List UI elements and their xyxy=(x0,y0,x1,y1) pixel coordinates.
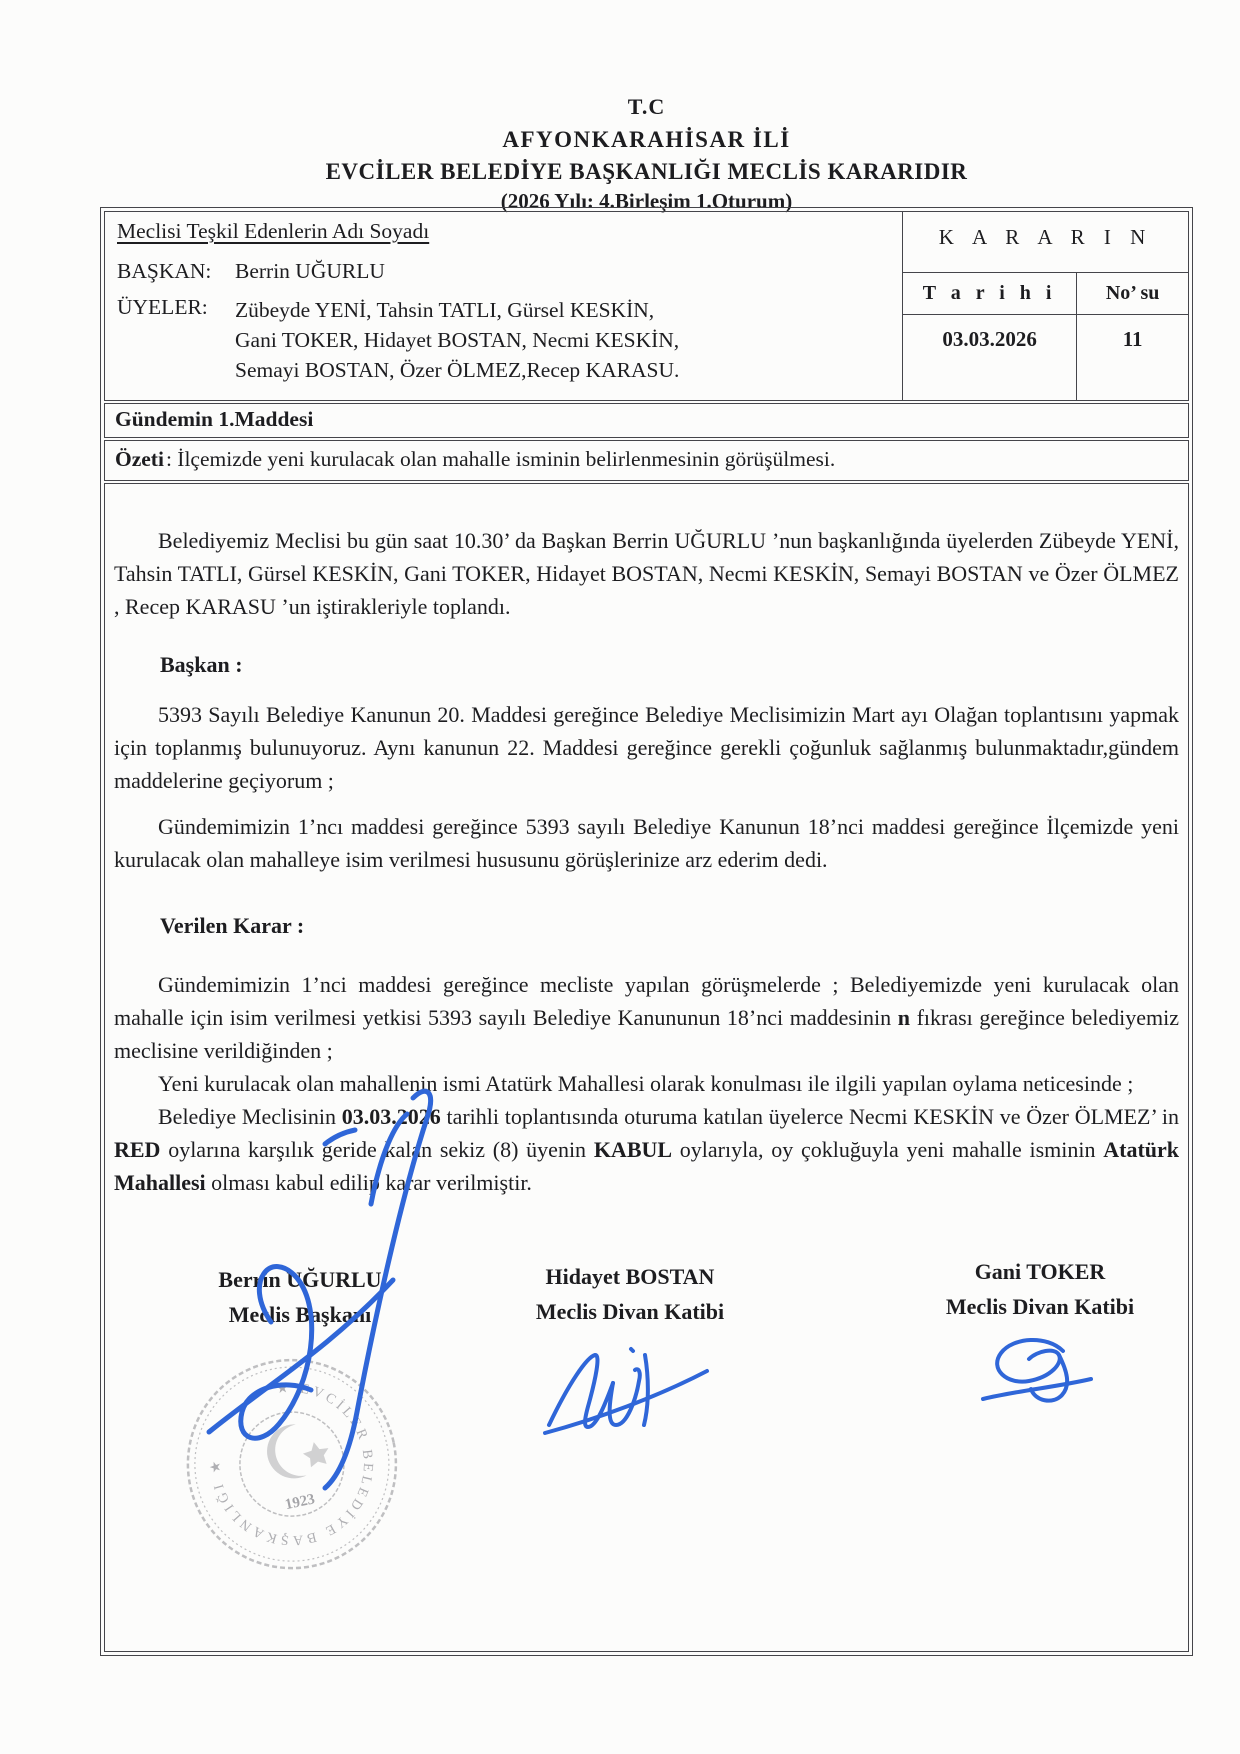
decision-meta-cell xyxy=(903,212,1188,400)
decision-body xyxy=(104,483,1189,1652)
signer-name: Gani TOKER xyxy=(974,1259,1106,1284)
members-line: Zübeyde YENİ, Tahsin TATLI, Gürsel KESKİN, xyxy=(235,298,655,322)
chairman-speech-heading: Başkan : xyxy=(160,652,243,677)
crescent-icon xyxy=(262,1423,307,1483)
header-tc: T.C xyxy=(627,94,666,119)
stamp-ring-text: ★ EVCİLER BELEDİYE BAŞKANLIĞI ★ xyxy=(208,1380,376,1548)
members-cell xyxy=(105,212,903,400)
summary-row xyxy=(104,440,1189,481)
signer-title: Meclis Divan Katibi xyxy=(945,1294,1135,1319)
decision-paragraph-3: Belediye Meclisinin 03.03.2026 tarihli toplantısında oturuma katılan üyelerce Necmi KESKİN ve Özer ÖLMEZ’ in RED oylarına karşılık geride kalan sekiz (8) üyenin KABUL oylarıyla, oy çokluğuyla yeni mahalle isminin Atatürk Mahallesi olması kabul edilip karar verilmiştir. xyxy=(114,1104,1180,1195)
members-names xyxy=(235,295,679,385)
members-line: Gani TOKER, Hidayet BOSTAN, Necmi KESKİN, xyxy=(235,328,680,352)
stamp-year: 1923 xyxy=(283,1491,317,1514)
decision-heading: Verilen Karar : xyxy=(160,913,305,938)
signature-block-clerk-1 xyxy=(475,1259,785,1329)
signer-title: Meclis Başkanı xyxy=(228,1302,372,1327)
signature-clerk2-icon xyxy=(965,1329,1105,1409)
council-info-table xyxy=(104,211,1189,401)
members-label: ÜYELER: xyxy=(117,295,208,319)
signer-name: Hidayet BOSTAN xyxy=(545,1264,715,1289)
summary-label: Özeti xyxy=(115,447,164,471)
decision-paragraph-1: Gündemimizin 1’nci maddesi gereğince mecliste yapılan görüşmelerde ; Belediyemizde yeni kurulacak olan mahalle için isim verilmesi yetkisi 5393 sayılı Belediye Kanununun 18’nci maddesinin n fıkrası gereğince belediyemiz meclisine verildiğinden ; xyxy=(114,972,1179,1063)
signature-clerk1-icon xyxy=(535,1339,715,1449)
decision-number-value: 11 xyxy=(1076,315,1188,400)
signature-block-clerk-2 xyxy=(880,1254,1200,1324)
decision-meta-grid xyxy=(903,273,1188,400)
signature-block-chairman xyxy=(150,1262,450,1332)
chairman-row xyxy=(117,259,890,284)
header-session: (2026 Yılı: 4.Birleşim 1.Oturum) xyxy=(500,189,793,213)
decision-date-label: T a r i h i xyxy=(903,273,1076,315)
members-row xyxy=(117,295,890,385)
speech-paragraph-2: Gündemimizin 1’ncı maddesi gereğince 5393 sayılı Belediye Kanunun 18’nci maddesi gereğince İlçemizde yeni kurulacak olan mahalleye isim verilmesi hususunu görüşlerinize arz ederim dedi. xyxy=(114,814,1179,872)
decision-meta-title: K A R A R I N xyxy=(903,212,1188,273)
members-title: Meclisi Teşkil Edenlerin Adı Soyadı xyxy=(117,219,430,243)
signer-name: Berrin UĞURLU xyxy=(218,1267,382,1292)
decision-paragraph-2: Yeni kurulacak olan mahallenin ismi Atatürk Mahallesi olarak konulması ile ilgili yapılan oylama neticesinde ; xyxy=(158,1071,1134,1096)
official-stamp-icon xyxy=(159,1331,426,1598)
document-header xyxy=(100,94,1193,214)
summary-text: : İlçemizde yeni kurulacak olan mahalle isminin belirlenmesinin görüşülmesi. xyxy=(165,447,836,471)
star-icon xyxy=(301,1439,331,1468)
chairman-name: Berrin UĞURLU xyxy=(235,259,385,283)
header-authority: EVCİLER BELEDİYE BAŞKANLIĞI MECLİS KARARIDIR xyxy=(325,159,968,184)
opening-paragraph: Belediyemiz Meclisi bu gün saat 10.30’ da Başkan Berrin UĞURLU ’nun başkanlığında üyelerden Zübeyde YENİ, Tahsin TATLI, Gürsel KESKİN, Gani TOKER, Hidayet BOSTAN, Necmi KESKİN, Semayi BOSTAN ve Özer ÖLMEZ , Recep KARASU ’un iştirakleriyle toplandı. xyxy=(114,528,1179,619)
decision-number-label: No’ su xyxy=(1076,273,1188,315)
decision-date-value: 03.03.2026 xyxy=(942,327,1037,351)
agenda-item-title: Gündemin 1.Maddesi xyxy=(104,403,1189,438)
chairman-label: BAŞKAN: xyxy=(117,259,212,283)
speech-paragraph-1: 5393 Sayılı Belediye Kanunun 20. Maddesi gereğince Belediye Meclisimizin Mart ayı Olağan toplantısını yapmak için toplanmış bulunuyoruz. Aynı kanunun 22. Maddesi gereğince gerekli çoğunluk sağlanmış bulunmaktadır,gündem maddelerine geçiyorum ; xyxy=(114,702,1179,793)
document-frame xyxy=(100,207,1193,1656)
header-province: AFYONKARAHİSAR İLİ xyxy=(502,127,791,152)
members-line: Semayi BOSTAN, Özer ÖLMEZ,Recep KARASU. xyxy=(235,358,680,382)
signer-title: Meclis Divan Katibi xyxy=(535,1299,725,1324)
